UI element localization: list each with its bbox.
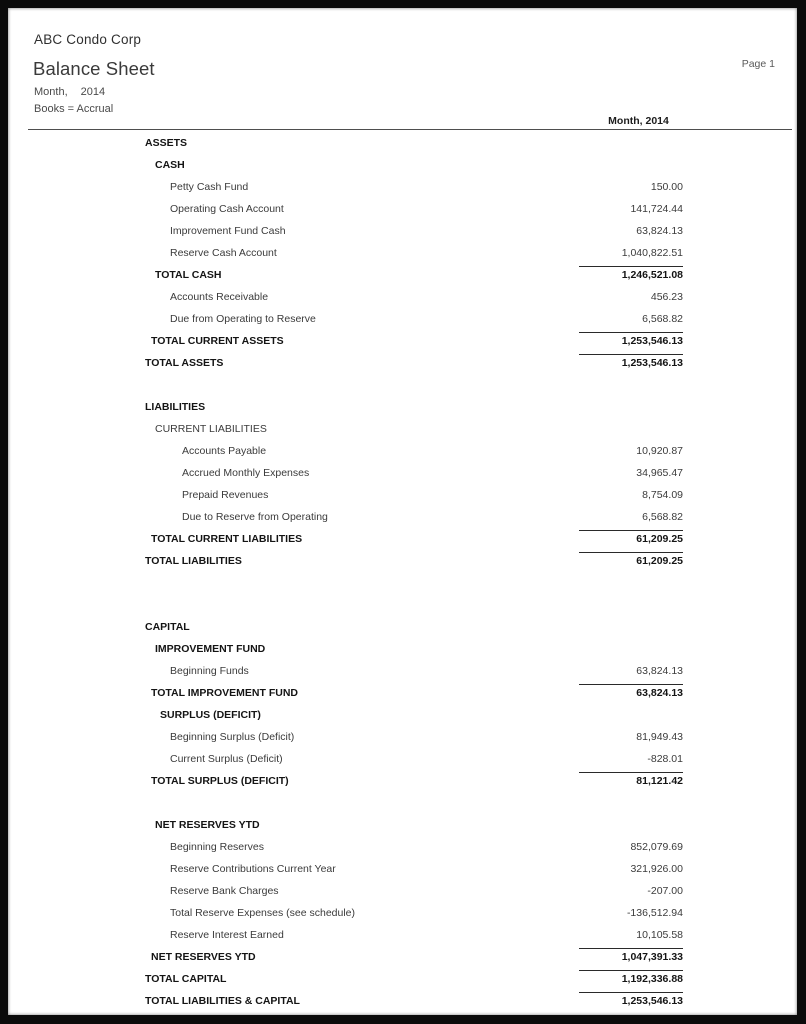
row-label: TOTAL CURRENT ASSETS (151, 335, 284, 347)
row-label: NET RESERVES YTD (155, 819, 260, 831)
statement-row (8, 662, 797, 684)
statement-row (8, 398, 797, 420)
statement-row (8, 882, 797, 904)
statement-row (8, 464, 797, 486)
row-label: CAPITAL (145, 621, 190, 633)
row-label: TOTAL CAPITAL (145, 973, 227, 985)
row-label: Reserve Interest Earned (170, 929, 284, 941)
statement-row (8, 926, 797, 948)
row-amount: 10,920.87 (636, 445, 683, 457)
row-label: Prepaid Revenues (182, 489, 269, 501)
row-amount: 63,824.13 (636, 687, 683, 699)
row-label: Due from Operating to Reserve (170, 313, 316, 325)
statement-row (8, 992, 797, 1014)
statement-row (8, 970, 797, 992)
statement-row (8, 222, 797, 244)
row-amount: 150.00 (650, 181, 683, 193)
row-label: TOTAL CURRENT LIABILITIES (151, 533, 303, 545)
statement-row (8, 618, 797, 640)
statement-row (8, 838, 797, 860)
statement-row (8, 134, 797, 156)
row-label: Current Surplus (Deficit) (170, 753, 283, 765)
row-label: Reserve Bank Charges (170, 885, 279, 897)
row-amount: 1,192,336.88 (621, 973, 683, 985)
row-label: TOTAL SURPLUS (DEFICIT) (151, 775, 289, 787)
row-label: TOTAL ASSETS (145, 357, 224, 369)
statement-row (8, 552, 797, 574)
header-divider (28, 129, 792, 130)
row-amount: -207.00 (647, 885, 683, 897)
statement-row (8, 530, 797, 552)
row-label: IMPROVEMENT FUND (155, 643, 266, 655)
row-label: Reserve Cash Account (170, 247, 277, 259)
statement-row (8, 684, 797, 706)
report-period (34, 86, 105, 98)
spacer-row (8, 376, 797, 398)
row-amount: -136,512.94 (626, 907, 683, 919)
statement-row (8, 508, 797, 530)
row-amount: 8,754.09 (642, 489, 683, 501)
row-label: Accounts Payable (182, 445, 267, 457)
company-name: ABC Condo Corp (34, 32, 142, 47)
books-basis: Books = Accrual (34, 103, 114, 115)
row-label: Due to Reserve from Operating (182, 511, 328, 523)
statement-row (8, 486, 797, 508)
row-label: Beginning Surplus (Deficit) (170, 731, 295, 743)
statement-row (8, 200, 797, 222)
row-amount: 61,209.25 (636, 555, 683, 567)
row-label: NET RESERVES YTD (151, 951, 256, 963)
row-label: Accounts Receivable (170, 291, 269, 303)
row-amount: 81,121.42 (636, 775, 683, 787)
row-amount: 456.23 (650, 291, 683, 303)
statement-row (8, 178, 797, 200)
report-period-year: 2014 (80, 86, 106, 98)
row-amount: 81,949.43 (636, 731, 683, 743)
row-amount: 63,824.13 (636, 665, 683, 677)
row-label: Petty Cash Fund (170, 181, 249, 193)
balance-sheet-page (8, 8, 797, 1015)
statement-row (8, 332, 797, 354)
row-label: TOTAL LIABILITIES (145, 555, 242, 567)
statement-row (8, 728, 797, 750)
row-amount: 1,040,822.51 (621, 247, 683, 259)
statement-row (8, 420, 797, 442)
row-amount: 1,246,521.08 (621, 269, 683, 281)
row-label: Improvement Fund Cash (170, 225, 286, 237)
row-amount: 6,568.82 (642, 511, 683, 523)
statement-row (8, 354, 797, 376)
row-amount: 61,209.25 (636, 533, 683, 545)
row-label: Total Reserve Expenses (see schedule) (170, 907, 356, 919)
row-label: LIABILITIES (145, 401, 206, 413)
row-amount: 6,568.82 (642, 313, 683, 325)
amount-column-header: Month, 2014 (608, 115, 669, 127)
row-amount: -828.01 (647, 753, 683, 765)
row-label: TOTAL CASH (155, 269, 222, 281)
spacer-row (8, 596, 797, 618)
statement-row (8, 904, 797, 926)
statement-row (8, 244, 797, 266)
row-amount: 1,253,546.13 (621, 335, 683, 347)
row-amount: 63,824.13 (636, 225, 683, 237)
statement-row (8, 310, 797, 332)
row-label: SURPLUS (DEFICIT) (160, 709, 261, 721)
statement-row (8, 772, 797, 794)
row-amount: 852,079.69 (630, 841, 683, 853)
row-amount: 1,253,546.13 (621, 995, 683, 1007)
row-label: Reserve Contributions Current Year (170, 863, 336, 875)
statement-row (8, 816, 797, 838)
row-label: Beginning Reserves (170, 841, 264, 853)
statement-row (8, 860, 797, 882)
row-label: ASSETS (145, 137, 188, 149)
row-label: CASH (155, 159, 185, 171)
page-title: Balance Sheet (33, 58, 155, 79)
statement-row (8, 948, 797, 970)
statement-row (8, 266, 797, 288)
statement-row (8, 750, 797, 772)
row-label: TOTAL IMPROVEMENT FUND (151, 687, 298, 699)
report-period-month: Month, (34, 86, 68, 98)
statement-row (8, 706, 797, 728)
row-label: CURRENT LIABILITIES (155, 423, 267, 435)
row-amount: 10,105.58 (636, 929, 683, 941)
row-label: Beginning Funds (170, 665, 249, 677)
statement-rows (8, 134, 797, 1014)
statement-row (8, 640, 797, 662)
row-label: Operating Cash Account (170, 203, 284, 215)
spacer-row (8, 574, 797, 596)
row-amount: 321,926.00 (630, 863, 683, 875)
row-amount: 141,724.44 (630, 203, 683, 215)
row-amount: 1,047,391.33 (621, 951, 683, 963)
statement-row (8, 156, 797, 178)
row-amount: 1,253,546.13 (621, 357, 683, 369)
statement-row (8, 442, 797, 464)
row-amount: 34,965.47 (636, 467, 683, 479)
row-label: TOTAL LIABILITIES & CAPITAL (145, 995, 300, 1007)
row-label: Accrued Monthly Expenses (182, 467, 310, 479)
spacer-row (8, 794, 797, 816)
statement-row (8, 288, 797, 310)
page-number: Page 1 (741, 58, 775, 70)
